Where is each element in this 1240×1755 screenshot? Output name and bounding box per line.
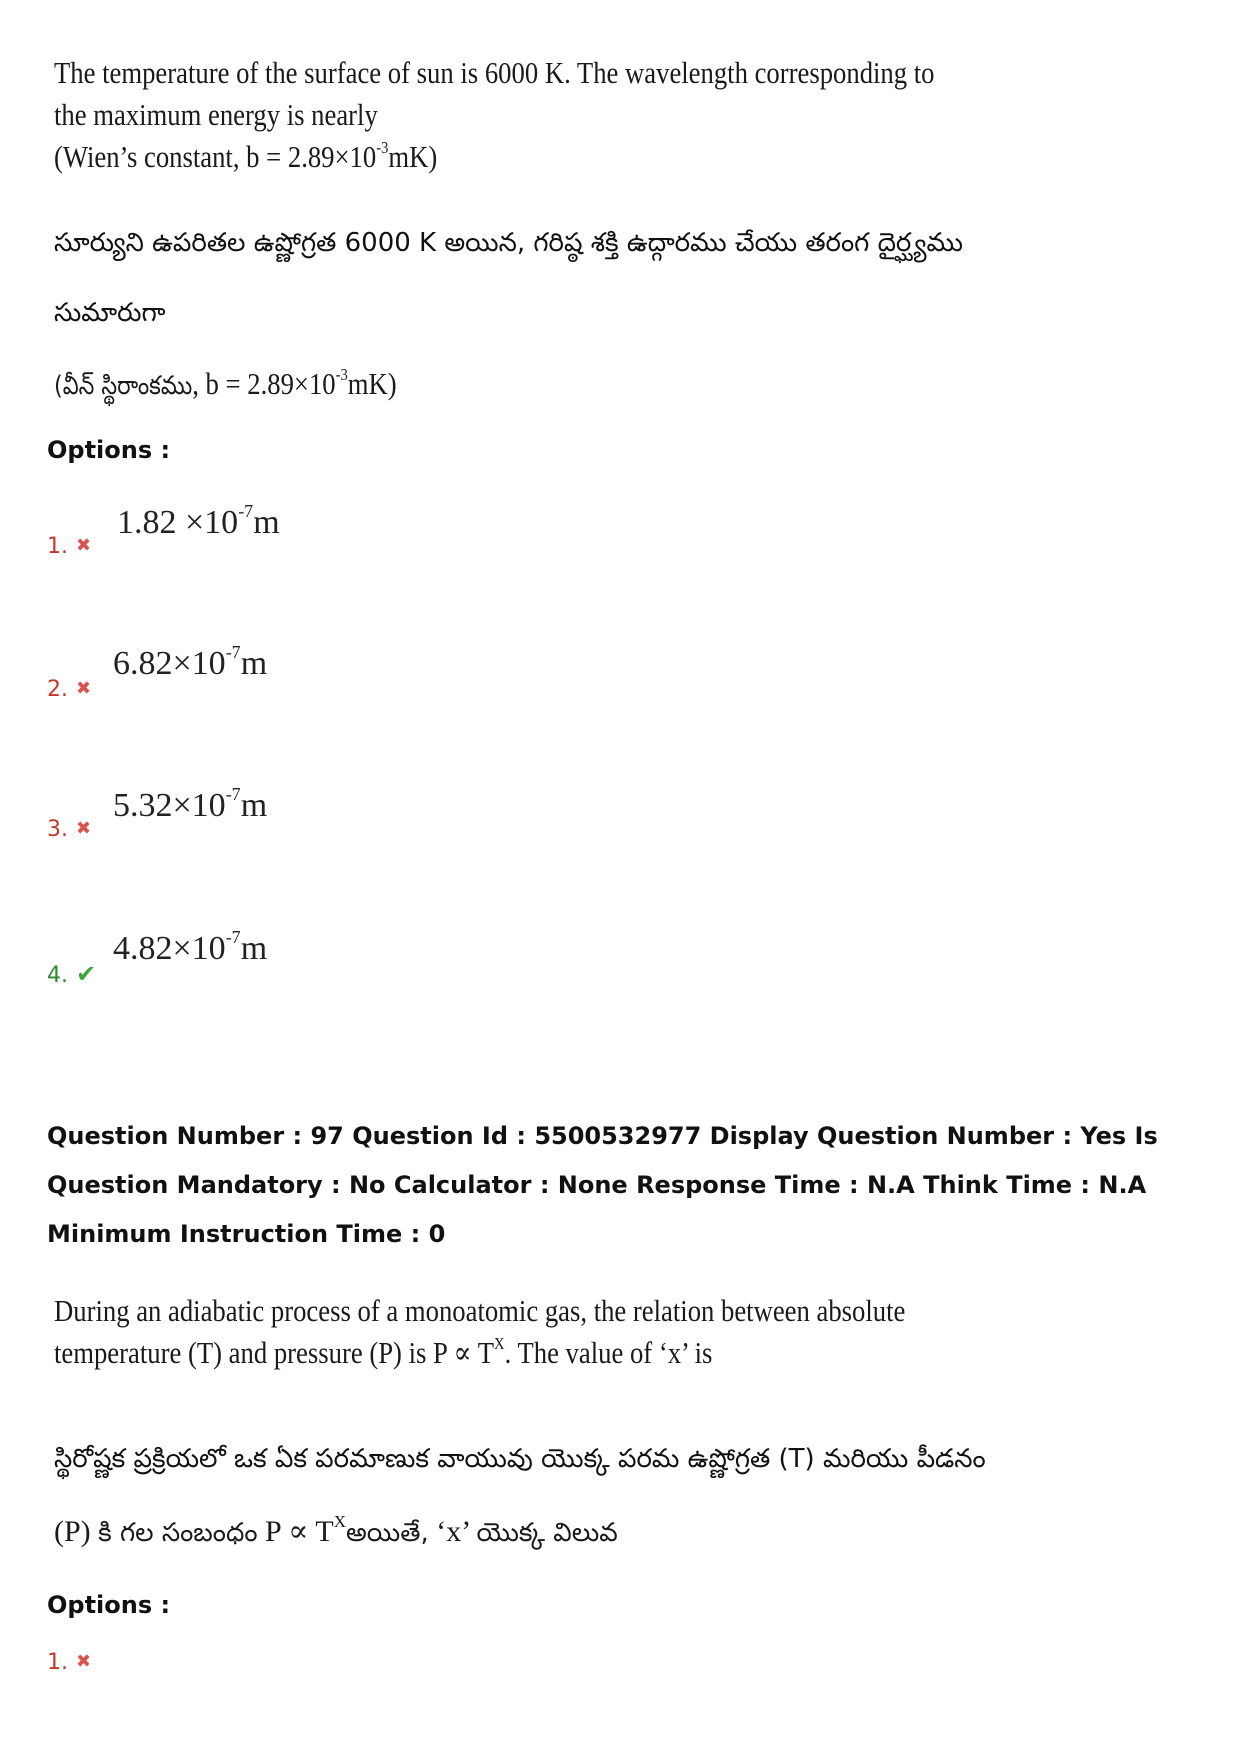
option-1-unit: m bbox=[253, 504, 280, 541]
wrong-mark-icon: ✖ bbox=[76, 535, 92, 556]
option-1-value bbox=[117, 501, 280, 542]
q2-option-1-number: 1. bbox=[47, 1650, 68, 1675]
option-3-exponent: -7 bbox=[225, 784, 241, 804]
correct-check-icon: ✔ bbox=[76, 960, 97, 988]
option-number bbox=[47, 534, 91, 559]
option-4-mantissa: 4.82×10 bbox=[113, 930, 226, 967]
option-2-unit: m bbox=[240, 645, 268, 682]
option-number bbox=[47, 1650, 91, 1675]
options-label: Options : bbox=[47, 436, 171, 464]
telugu-constant-value: , b = 2.89×10 bbox=[192, 366, 336, 401]
telugu-constant-prefix: (వీన్ స్థిరాంకము bbox=[54, 371, 193, 401]
option-4-number: 4. bbox=[47, 963, 68, 988]
option-2-mantissa: 6.82×10 bbox=[113, 645, 226, 682]
question-2-english bbox=[54, 1290, 957, 1374]
wien-constant-unit: mK) bbox=[388, 139, 438, 174]
option-number bbox=[47, 677, 91, 702]
telugu-value-text: యొక్క విలువ bbox=[476, 1518, 618, 1548]
wrong-mark-icon: ✖ bbox=[76, 818, 92, 839]
question-97-metadata: Question Number : 97 Question Id : 5500532977 Display Question Number : Yes Is Question Mandatory : No Calculator : None Response Time : N.A Think Time : N.A Minimum Instruction Time : 0 bbox=[47, 1122, 1158, 1248]
option-2-exponent: -7 bbox=[225, 642, 241, 662]
option-3-unit: m bbox=[240, 787, 268, 824]
option-1-mantissa: 1.82 ×10 bbox=[117, 504, 239, 541]
question-2-exponent: X bbox=[494, 1334, 505, 1353]
wien-constant-text: (Wien’s constant, b = 2.89×10 bbox=[54, 139, 377, 174]
wien-constant-exponent: -3 bbox=[376, 138, 389, 157]
telugu-relation-exponent: X bbox=[333, 1512, 346, 1531]
question-1-telugu-line-2: సుమారుగా bbox=[54, 298, 166, 328]
options-label-q2: Options : bbox=[47, 1591, 171, 1619]
option-4-unit: m bbox=[240, 930, 268, 967]
question-1-line-1: The temperature of the surface of sun is 6000 K. The wavelength corresponding to bbox=[54, 55, 935, 90]
option-1-number: 1. bbox=[47, 534, 68, 559]
option-4-value bbox=[113, 927, 268, 968]
question-1-telugu-line-1: సూర్యుని ఉపరితల ఉష్ణోగ్రత 6000 K అయిన, గరిష్ఠ శక్తి ఉద్గారము చేయు తరంగ దైర్ఘ్యము bbox=[54, 228, 964, 258]
question-2-telugu-line-1: స్థిరోష్ణక ప్రక్రియలో ఒక ఏక పరమాణుక వాయువు యొక్క పరమ ఉష్ణోగ్రత (T) మరియు పీడనం bbox=[54, 1444, 986, 1474]
telugu-constant-unit: mK) bbox=[347, 366, 397, 401]
telugu-relation-text: కి గల సంబంధం bbox=[98, 1518, 258, 1548]
option-number bbox=[47, 960, 96, 988]
question-2-line-2 bbox=[54, 1332, 957, 1374]
option-4-exponent: -7 bbox=[225, 927, 241, 947]
question-2-line-1: During an adiabatic process of a monoatomic gas, the relation between absolute bbox=[54, 1293, 906, 1328]
option-1-exponent: -7 bbox=[238, 501, 254, 521]
wrong-mark-icon: ✖ bbox=[76, 1651, 92, 1672]
wrong-mark-icon: ✖ bbox=[76, 678, 92, 699]
telugu-if-text: అయితే, bbox=[345, 1518, 429, 1548]
telugu-constant-exponent: -3 bbox=[335, 365, 348, 384]
option-3-value bbox=[113, 784, 268, 825]
question-1-line-2: the maximum energy is nearly bbox=[54, 97, 378, 132]
option-2-value bbox=[113, 642, 268, 683]
option-2-number: 2. bbox=[47, 677, 68, 702]
telugu-x-symbol: ‘x’ bbox=[428, 1515, 477, 1548]
question-2-telugu-line-2 bbox=[54, 1514, 618, 1554]
question-1-line-3 bbox=[54, 136, 957, 178]
question-2-line-2-suffix: . The value of ‘x’ is bbox=[504, 1335, 713, 1370]
question-2-line-2-text: temperature (T) and pressure (P) is P ∝ T bbox=[54, 1335, 495, 1370]
question-1-telugu-line-3 bbox=[54, 366, 397, 407]
option-3-number: 3. bbox=[47, 817, 68, 842]
option-3-mantissa: 5.32×10 bbox=[113, 787, 226, 824]
telugu-relation-formula: P ∝ T bbox=[257, 1515, 334, 1548]
telugu-p-label: (P) bbox=[54, 1515, 99, 1548]
option-number bbox=[47, 817, 91, 842]
question-1-english bbox=[54, 52, 957, 178]
